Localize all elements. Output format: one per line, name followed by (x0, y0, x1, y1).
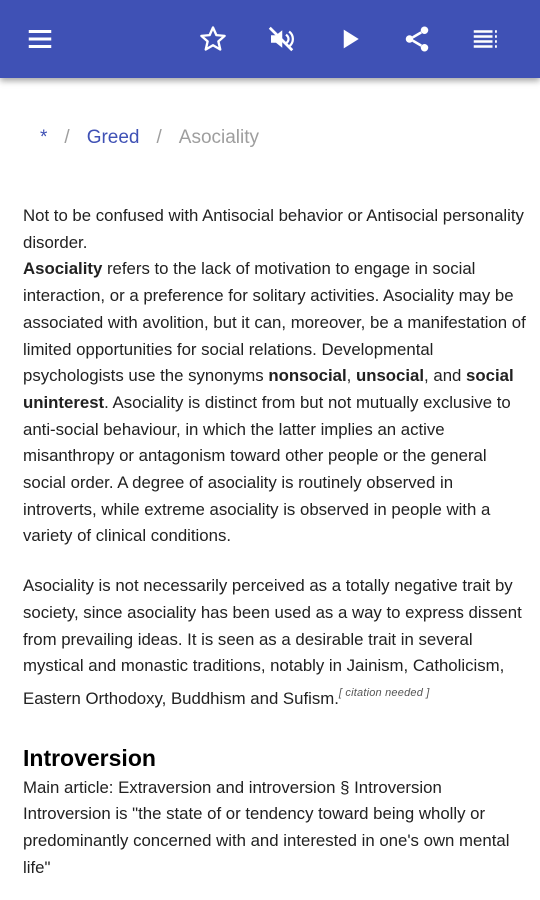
breadcrumb-parent-link[interactable]: Greed (86, 127, 140, 148)
paragraph-text: , (346, 366, 356, 386)
bold-synonym: unsocial (355, 366, 425, 386)
paragraph-text: , and (424, 366, 467, 386)
section-heading-introversion: Introversion (23, 744, 156, 771)
introversion-paragraph: Introversion is "the state of or tendency toward being wholly or predominantly concerned with and interested in one's own mental life" (23, 804, 510, 877)
main-article-note: Main article: Extraversion and introversion § Introversion (23, 777, 442, 797)
breadcrumb (40, 127, 259, 149)
paragraph-gap (23, 550, 528, 573)
breadcrumb-home-link[interactable]: * (40, 127, 48, 148)
citation-needed-link[interactable]: [ citation needed ] (338, 686, 430, 699)
second-paragraph (23, 573, 528, 713)
list-icon (470, 24, 500, 54)
hatnote: Not to be confused with Antisocial behavior or Antisocial personality disorder. (23, 206, 524, 252)
share-icon (402, 24, 432, 54)
article-term: Asociality (23, 259, 103, 279)
menu-button[interactable] (20, 19, 60, 59)
mute-button[interactable] (261, 19, 301, 59)
article-content (0, 78, 540, 900)
breadcrumb-current: Asociality (178, 127, 260, 148)
breadcrumb-separator: / (64, 127, 70, 148)
play-button[interactable] (330, 19, 370, 59)
intro-paragraph (23, 256, 528, 550)
share-button[interactable] (397, 19, 437, 59)
star-outline-icon (198, 24, 228, 54)
article-body (23, 203, 528, 881)
paragraph-text: refers to the lack of motivation to engage in social interaction, or a preference for solitary activities. Asociality may be associated with avolition, but it can, moreover, be a manifestation of limited opportunities for social relations. Developmental psychologists use the synonyms (23, 259, 526, 386)
bold-synonym: nonsocial (268, 366, 347, 386)
breadcrumb-separator: / (156, 127, 162, 148)
hamburger-menu-icon (25, 24, 55, 54)
paragraph-text: . Asociality is distinct from but not mutually exclusive to anti-social behaviour, in which the latter implies an active misanthropy or antagonism toward other people or the general social order. A degree of asociality is routinely observed in introverts, while extreme asociality is observed in people with a variety of clinical conditions. (23, 392, 511, 546)
table-of-contents-button[interactable] (465, 19, 505, 59)
bold-synonym: social uninterest (23, 366, 514, 412)
app-toolbar (0, 0, 540, 78)
play-icon (335, 24, 365, 54)
favorite-button[interactable] (193, 19, 233, 59)
paragraph-text: Asociality is not necessarily perceived as a totally negative trait by society, since asociality has been used as a way to express dissent from prevailing ideas. It is seen as a desirable trait in several mystical and monastic traditions, notably in Jainism, Catholicism, Eastern Orthodoxy, Buddhism and Sufism. (23, 576, 522, 708)
volume-off-icon (266, 24, 296, 54)
